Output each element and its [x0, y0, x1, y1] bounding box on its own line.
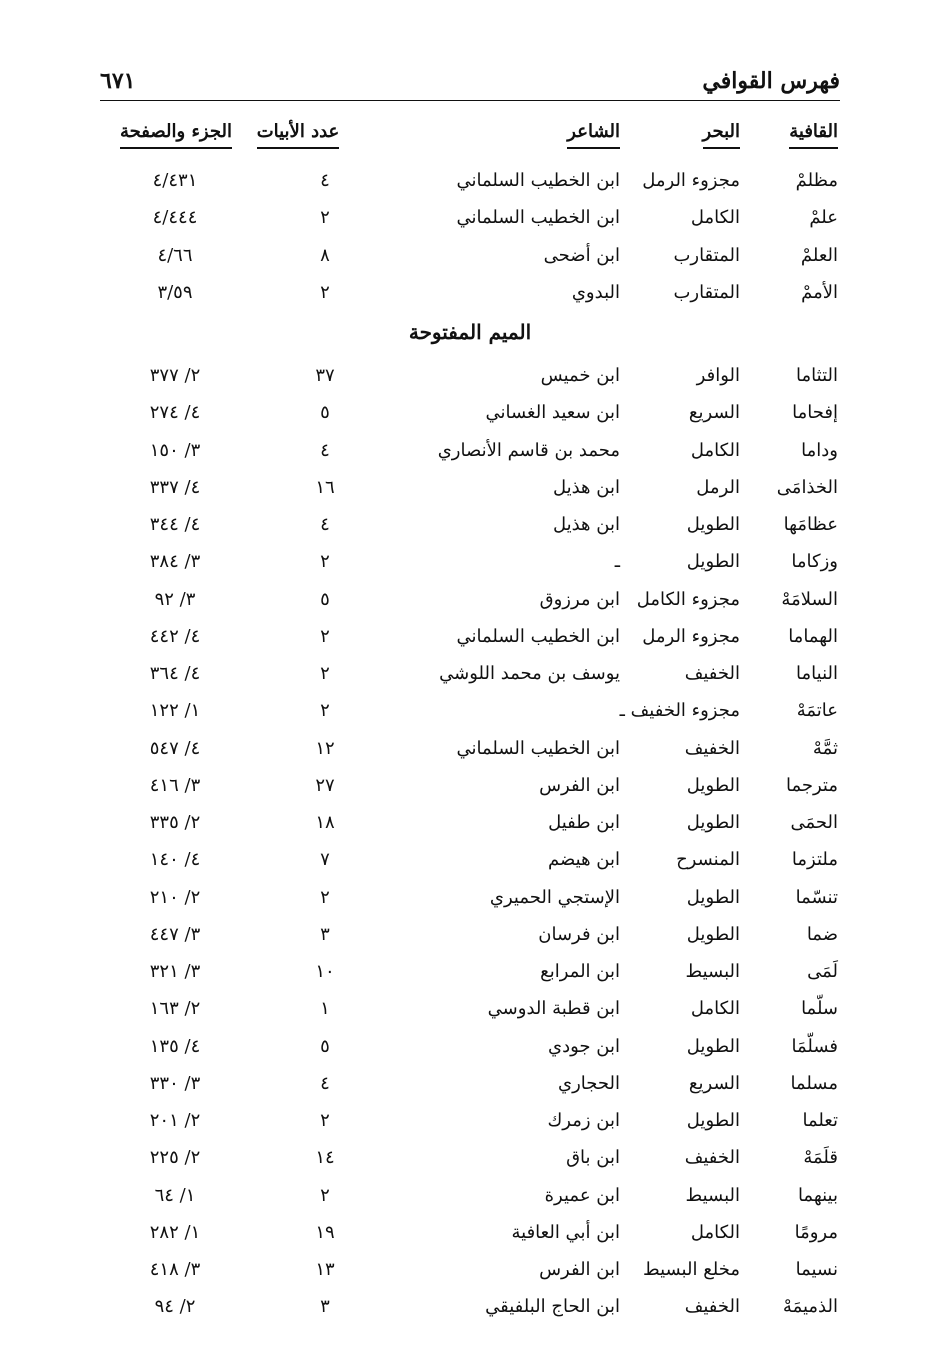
poet-cell: ابن أضحى	[543, 244, 620, 266]
meter-cell: الطويل	[686, 1110, 740, 1131]
poet-cell: ابن طفيل	[548, 812, 620, 833]
meter-cell: الخفيف	[684, 1296, 740, 1318]
rhyme-cell: التثاما	[796, 365, 838, 386]
table-row	[100, 1140, 840, 1176]
poet-cell: ابن الفرس	[539, 774, 620, 796]
verses-cell: ١٢	[315, 737, 335, 759]
table-row	[100, 582, 840, 618]
meter-cell: الطويل	[686, 514, 740, 535]
poet-cell: ابن مرزوق	[539, 588, 620, 610]
verses-cell: ٢	[320, 1110, 330, 1131]
poet-cell: ابن المرابع	[540, 961, 620, 982]
table-row	[100, 693, 840, 729]
ref-cell: ٤/ ٢٧٤	[149, 402, 201, 424]
rhyme-cell: علمْ	[809, 207, 838, 229]
poet-cell: ابن الحاج البلفيقي	[485, 1296, 620, 1318]
table-row	[100, 731, 840, 767]
verses-cell: ٨	[320, 244, 330, 266]
meter-cell: الطويل	[686, 551, 740, 573]
ref-cell: ٣/ ٤١٦	[149, 774, 201, 796]
table-row	[100, 880, 840, 916]
ref-cell: ١/ ١٢٢	[149, 700, 201, 722]
ref-cell: ٤/ ١٣٥	[149, 1035, 201, 1057]
ref-cell: ٢/ ٣٣٥	[149, 812, 201, 833]
meter-cell: البسيط	[685, 1184, 740, 1206]
ref-cell: ٤/ ٥٤٧	[149, 737, 201, 759]
col-header-meter: البحر	[620, 114, 740, 150]
rhyme-cell: وزكاما	[791, 551, 838, 573]
verses-cell: ٢	[320, 551, 330, 573]
verses-cell: ٤	[320, 1072, 330, 1094]
ref-cell: ٤/٤٤٤	[152, 207, 198, 229]
meter-cell: مجزوء الرمل	[642, 625, 740, 647]
meter-cell: الكامل	[690, 998, 740, 1020]
meter-cell: الكامل	[690, 439, 740, 461]
ref-cell: ٢/ ٢٠١	[149, 1110, 201, 1131]
rhyme-cell: الهماما	[788, 625, 838, 647]
col-header-rhyme: القافية	[768, 114, 838, 150]
verses-cell: ٤	[320, 439, 330, 461]
meter-cell: مخلع البسيط	[642, 1259, 740, 1280]
table-row	[100, 200, 840, 236]
poet-cell: البدوي	[571, 281, 620, 303]
verses-cell: ٣	[320, 1296, 330, 1318]
verses-cell: ٣٧	[315, 365, 335, 386]
table-row	[100, 358, 840, 394]
ref-cell: ٣/ ٤١٨	[149, 1259, 201, 1280]
poet-cell: ابن قطبة الدوسي	[487, 998, 620, 1020]
table-row	[100, 619, 840, 655]
meter-cell: الكامل	[690, 1221, 740, 1243]
header-rule	[100, 100, 840, 101]
rhyme-cell: عاتمَهْ	[796, 700, 838, 722]
meter-cell: الطويل	[686, 886, 740, 908]
verses-cell: ٤	[320, 514, 330, 535]
meter-cell: الخفيف	[684, 737, 740, 759]
ref-cell: ٣/ ٣٨٤	[149, 551, 201, 573]
rhyme-cell: مسلما	[790, 1072, 838, 1094]
poet-cell: ابن زمرك	[547, 1110, 620, 1131]
rhyme-cell: الخذامَى	[776, 476, 838, 498]
poet-cell: ابن الخطيب السلماني	[456, 625, 620, 647]
rhyme-cell: لَمَى	[807, 961, 838, 982]
poet-cell: ابن هذيل	[552, 514, 620, 535]
table-row	[100, 275, 840, 311]
verses-cell: ٣	[320, 923, 330, 945]
ref-cell: ٢/ ٩٤	[154, 1296, 196, 1318]
meter-cell: المتقارب	[673, 244, 740, 266]
rhyme-cell: عظامَها	[783, 514, 838, 535]
poet-cell: ابن الخطيب السلماني	[456, 170, 620, 191]
ref-cell: ٤/ ٣٣٧	[149, 476, 201, 498]
rhyme-cell: السلامَهْ	[781, 588, 838, 610]
verses-cell: ١٦	[315, 476, 335, 498]
ref-cell: ٢/ ٣٧٧	[149, 365, 201, 386]
rhyme-cell: الأممْ	[801, 281, 838, 303]
rhyme-cell: ثمَّهْ	[812, 737, 838, 759]
poet-cell: الإستجي الحميري	[489, 886, 620, 908]
poet-cell: ابن هيضم	[548, 849, 620, 871]
verses-cell: ١٣	[315, 1259, 335, 1280]
table-row	[100, 768, 840, 804]
rhyme-cell: وداما	[801, 439, 838, 461]
meter-cell: البسيط	[685, 961, 740, 982]
meter-cell: الخفيف	[684, 663, 740, 684]
meter-cell: الوافر	[696, 365, 740, 386]
verses-cell: ٢	[320, 625, 330, 647]
verses-cell: ٢	[320, 207, 330, 229]
table-row	[100, 1066, 840, 1102]
meter-cell: مجزوء الكامل	[636, 588, 740, 610]
rhyme-cell: قلَمَهْ	[803, 1147, 838, 1169]
ref-cell: ٤/٤٣١	[152, 170, 198, 191]
table-row	[100, 1029, 840, 1065]
ref-cell: ٢/ ٢١٠	[149, 886, 201, 908]
table-row	[100, 1178, 840, 1214]
verses-cell: ٥	[320, 402, 330, 424]
col-header-poet: الشاعر	[370, 114, 620, 150]
meter-cell: الطويل	[686, 1035, 740, 1057]
rhyme-cell: العلمْ	[800, 244, 838, 266]
ref-cell: ٤/ ٣٤٤	[149, 514, 201, 535]
rhyme-cell: إفحاما	[792, 402, 838, 424]
page-number: ٦٧١	[100, 68, 136, 94]
verses-cell: ٢	[320, 1184, 330, 1206]
page-header	[100, 62, 840, 100]
col-header-verses: عدد الأبيات	[248, 114, 348, 150]
ref-cell: ١/ ٦٤	[154, 1184, 196, 1206]
poet-cell: ابن هذيل	[552, 476, 620, 498]
meter-cell: مجزوء الخفيف ـ	[619, 700, 740, 722]
meter-cell: المنسرح	[676, 849, 740, 871]
ref-cell: ٣/ ٣٢١	[149, 961, 201, 982]
table-row	[100, 954, 840, 990]
poet-cell: محمد بن قاسم الأنصاري	[437, 439, 620, 461]
verses-cell: ٢	[320, 281, 330, 303]
table-row	[100, 507, 840, 543]
rhyme-cell: فسلّمَا	[791, 1035, 838, 1057]
verses-cell: ١٩	[315, 1221, 335, 1243]
verses-cell: ٢	[320, 886, 330, 908]
ref-cell: ١/ ٢٨٢	[149, 1221, 201, 1243]
poet-cell: ابن عميرة	[544, 1184, 620, 1206]
poet-cell: ابن باق	[566, 1147, 620, 1169]
poet-cell: ابن خميس	[540, 365, 620, 386]
ref-cell: ٤/٦٦	[157, 244, 193, 266]
rhyme-cell: تنسّما	[795, 886, 838, 908]
rhyme-cell: مترجما	[785, 774, 838, 796]
ref-cell: ٣/٥٩	[157, 281, 193, 303]
rhyme-cell: سلّما	[801, 998, 838, 1020]
meter-cell: السريع	[688, 1072, 740, 1094]
poet-cell: ابن جودي	[548, 1035, 620, 1057]
rhyme-cell: تعلما	[802, 1110, 838, 1131]
poet-cell: ابن فرسان	[538, 923, 620, 945]
table-row	[100, 238, 840, 274]
verses-cell: ٤	[320, 170, 330, 191]
ref-cell: ٤/ ٤٤٢	[149, 625, 201, 647]
ref-cell: ٤/ ١٤٠	[149, 849, 201, 871]
poet-cell: ـ	[614, 551, 620, 573]
verses-cell: ٢٧	[315, 774, 335, 796]
table-row	[100, 1103, 840, 1139]
verses-cell: ١	[320, 998, 330, 1020]
rhyme-cell: ضما	[806, 923, 838, 945]
col-header-ref: الجزء والصفحة	[116, 114, 236, 150]
ref-cell: ٢/ ٢٢٥	[149, 1147, 201, 1169]
table-row	[100, 1252, 840, 1288]
ref-cell: ٣/ ٣٣٠	[149, 1072, 201, 1094]
table-row	[100, 991, 840, 1027]
verses-cell: ١٠	[315, 961, 335, 982]
table-row	[100, 544, 840, 580]
page-title: فهرس القوافي	[702, 68, 840, 94]
rhyme-cell: مظلمْ	[795, 170, 838, 191]
poet-cell: ابن الفرس	[539, 1259, 620, 1280]
ref-cell: ٤/ ٣٦٤	[149, 663, 201, 684]
section-title: الميم المفتوحة	[408, 320, 532, 344]
meter-cell: الرمل	[696, 476, 740, 498]
table-row	[100, 917, 840, 953]
rhyme-cell: مرومًا	[794, 1221, 838, 1243]
rhyme-cell: النياما	[796, 663, 838, 684]
poet-cell: ابن سعيد الغساني	[485, 402, 620, 424]
verses-cell: ١٤	[315, 1147, 335, 1169]
rhyme-cell: الذميمَهْ	[782, 1296, 838, 1318]
table-row	[100, 470, 840, 506]
meter-cell: الخفيف	[684, 1147, 740, 1169]
rhyme-cell: ملتزما	[791, 849, 838, 871]
rhyme-cell: بينهما	[797, 1184, 838, 1206]
table-row	[100, 1289, 840, 1325]
poet-cell: الحجاري	[558, 1072, 620, 1094]
meter-cell: مجزوء الرمل	[642, 170, 740, 191]
table-row	[100, 842, 840, 878]
column-headers	[100, 114, 840, 150]
ref-cell: ٣/ ٩٢	[154, 588, 196, 610]
meter-cell: السريع	[688, 402, 740, 424]
table-row	[100, 805, 840, 841]
verses-cell: ١٨	[315, 812, 335, 833]
table-row	[100, 1215, 840, 1251]
poet-cell: ابن أبي العافية	[511, 1221, 620, 1243]
verses-cell: ٥	[320, 588, 330, 610]
meter-cell: الطويل	[686, 774, 740, 796]
verses-cell: ٢	[320, 663, 330, 684]
meter-cell: الكامل	[690, 207, 740, 229]
meter-cell: المتقارب	[673, 281, 740, 303]
verses-cell: ٥	[320, 1035, 330, 1057]
rhyme-cell: نسيما	[795, 1259, 838, 1280]
table-row	[100, 163, 840, 199]
poet-cell: ابن الخطيب السلماني	[456, 737, 620, 759]
ref-cell: ٣/ ١٥٠	[149, 439, 201, 461]
rhyme-cell: الحمَى	[790, 812, 838, 833]
poet-cell: يوسف بن محمد اللوشي	[439, 663, 620, 684]
table-row	[100, 433, 840, 469]
ref-cell: ٣/ ٤٤٧	[149, 923, 201, 945]
verses-cell: ٢	[320, 700, 330, 722]
meter-cell: الطويل	[686, 812, 740, 833]
table-row	[100, 395, 840, 431]
poet-cell: ابن الخطيب السلماني	[456, 207, 620, 229]
ref-cell: ٢/ ١٦٣	[149, 998, 201, 1020]
verses-cell: ٧	[320, 849, 330, 871]
meter-cell: الطويل	[686, 923, 740, 945]
table-row	[100, 656, 840, 692]
